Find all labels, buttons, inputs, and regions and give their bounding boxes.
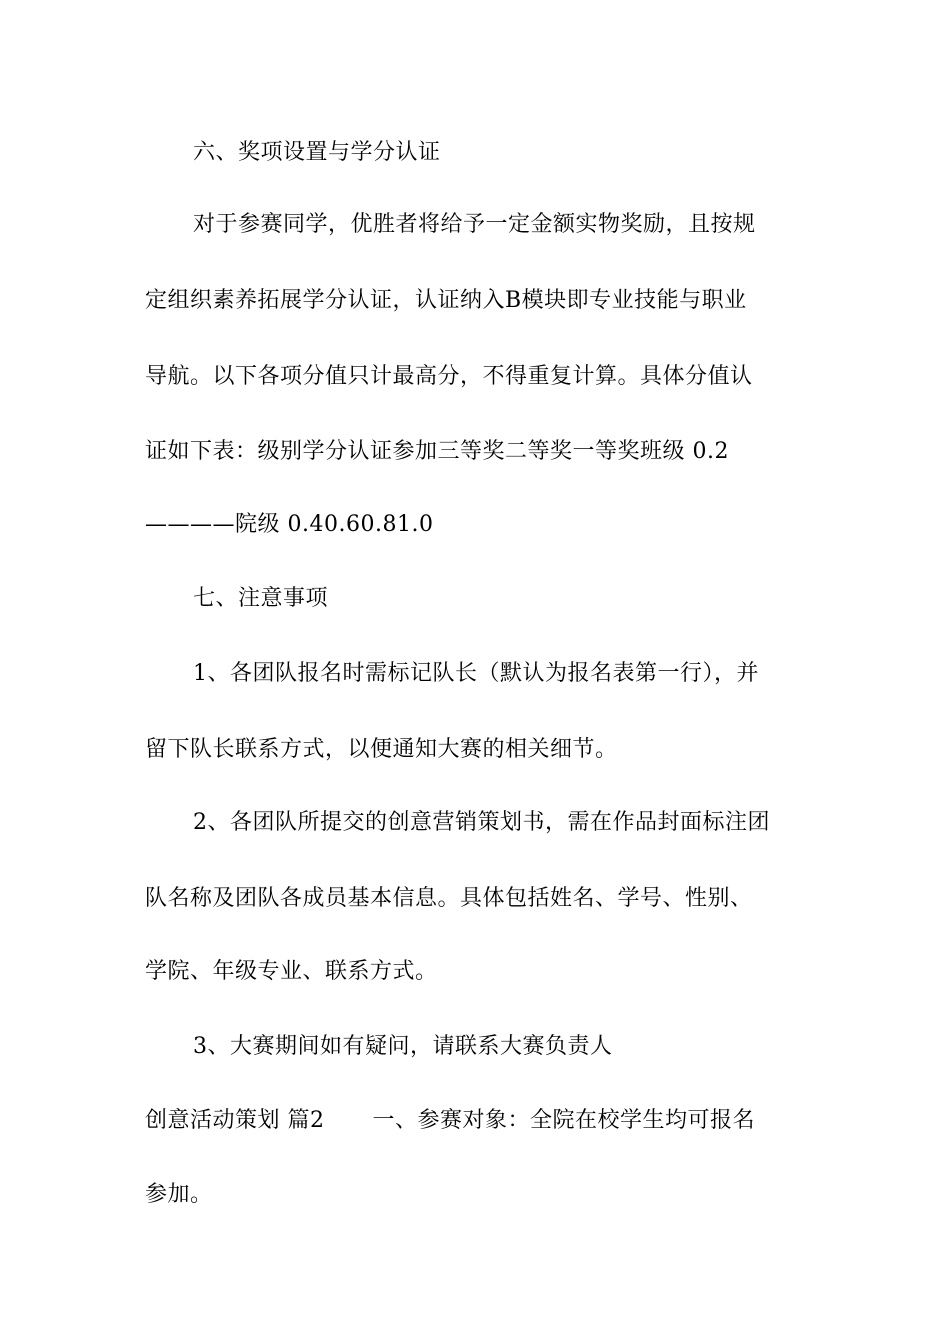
paragraph-line: 导航。以下各项分值只计最高分，不得重复计算。具体分值认: [145, 364, 753, 389]
paragraph-line: 3、大赛期间如有疑问，请联系大赛负责人: [193, 1034, 613, 1059]
paragraph-line: 参加。: [145, 1182, 213, 1207]
paragraph-line: 1、各团队报名时需标记队长（默认为报名表第一行），并: [193, 661, 759, 686]
paragraph-line: 队名称及团队各成员基本信息。具体包括姓名、学号、性别、: [145, 886, 753, 911]
section-heading-notes: 七、注意事项: [193, 586, 329, 611]
paragraph-line: 对于参赛同学，优胜者将给予一定金额实物奖励，且按规: [193, 212, 756, 237]
paragraph-line: 定组织素养拓展学分认证，认证纳入B模块即专业技能与职业: [145, 288, 747, 313]
section-title-line: [145, 1106, 815, 1136]
paragraph-line: 留下队长联系方式，以便通知大赛的相关细节。: [145, 737, 618, 762]
paragraph-line: ————院级 0.40.60.81.0: [145, 512, 434, 537]
paragraph-line: 证如下表：级别学分认证参加三等奖二等奖一等奖班级 0.2: [145, 439, 729, 464]
article-title: 创意活动策划 篇2: [145, 1108, 325, 1133]
paragraph-line: 学院、年级专业、联系方式。: [145, 959, 438, 984]
section-heading-awards: 六、奖项设置与学分认证: [193, 140, 441, 165]
paragraph-line: 一、参赛对象：全院在校学生均可报名: [372, 1108, 756, 1133]
paragraph-line: 2、各团队所提交的创意营销策划书，需在作品封面标注团: [193, 810, 770, 835]
